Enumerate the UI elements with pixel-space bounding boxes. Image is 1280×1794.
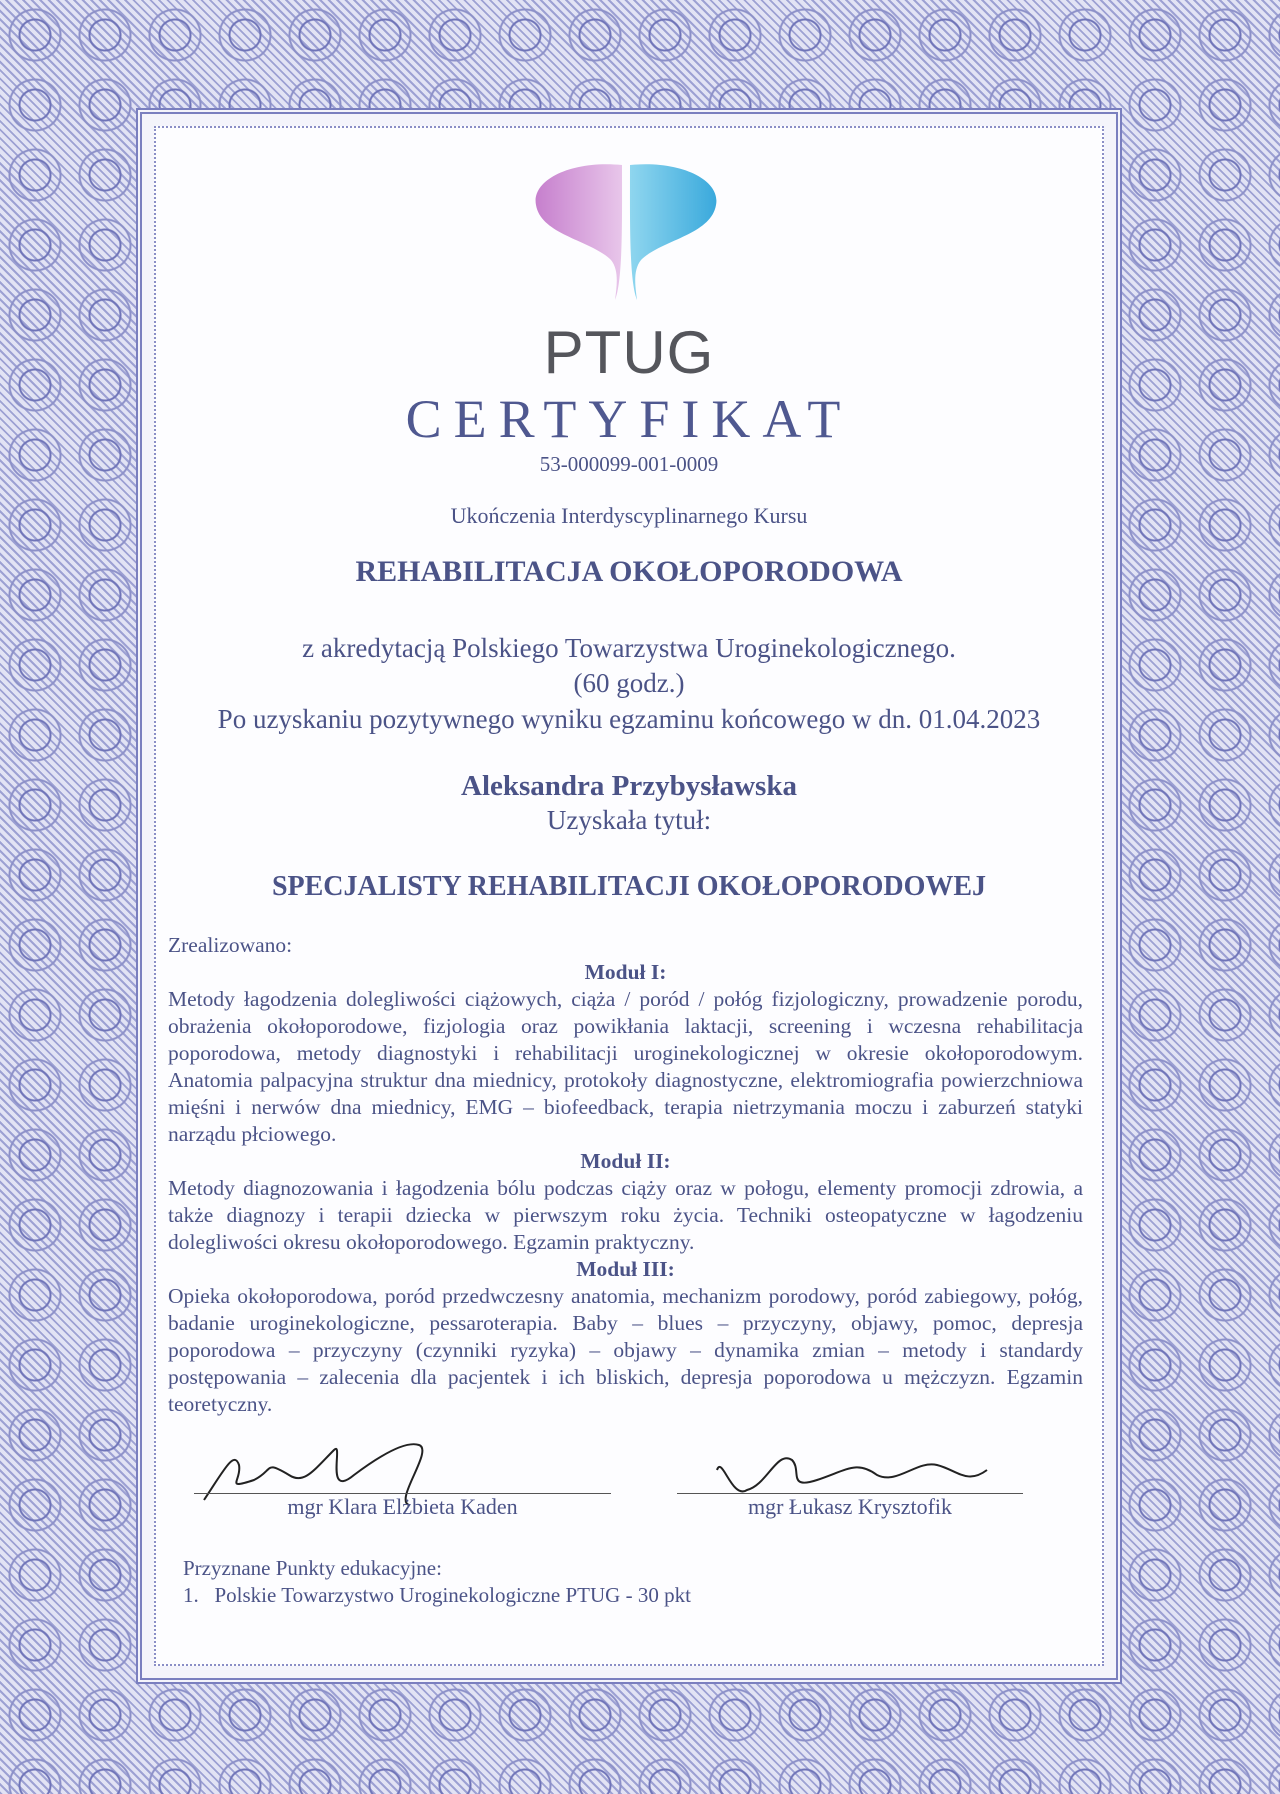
module-title: Moduł III: xyxy=(576,1257,675,1281)
ptug-logo-icon xyxy=(531,160,721,305)
realized-label: Zrealizowano: xyxy=(168,933,293,957)
module-text: Metody diagnozowania i łagodzenia bólu podczas ciąży oraz w połogu, elementy promocji zdrowia, a także diagnozy i terapii dziecka w pierwszym roku życia. Techniki osteopatyczne w łagodzeniu dolegliwości okresu okołoporodowego. Egzamin praktyczny. xyxy=(168,1176,1083,1254)
certificate-title: CERTYFIKAT xyxy=(405,389,853,449)
module-title: Moduł I: xyxy=(584,960,667,984)
obtained-label: Uzyskała tytuł: xyxy=(546,805,712,835)
education-points xyxy=(183,1555,691,1609)
module-text: Metody łagodzenia dolegliwości ciążowych, ciąża / poród / połóg fizjologiczny, prowadzenie porodu, obrażenia okołoporodowe, fizjologia oraz powikłania laktacji, screening i wczesna rehabilitacja poporodowa, metody diagnostyki i rehabilitacji uroginekologicznej w okresie okołoporodowym. Anatomia palpacyjna struktur dna miednicy, protokoły diagnostyczne, elektromiografia powierzchniowa mięśni i nerwów dna miednicy, EMG – biofeedback, terapia nietrzymania moczu i zaburzeń statyki narządu płciowego. xyxy=(168,987,1083,1146)
module-text: Opieka okołoporodowa, poród przedwczesny anatomia, mechanizm porodowy, poród zabiegowy, połóg, badanie uroginekologiczne, pessaroterapia. Baby – blues – przyczyny, objawy, pomoc, depresja poporodowa – przyczyny (czynniki ryzyka) – objawy – dynamika zmian – metody i standardy postępowania – zalecenia dla pacjentek i ich bliskich, depresja poporodowa u mężczyzn. Egzamin teoretyczny. xyxy=(168,1284,1083,1416)
recipient-name: Aleksandra Przybysławska xyxy=(461,770,797,802)
course-name: REHABILITACJA OKOŁOPORODOWA xyxy=(355,555,903,588)
signatory-name: mgr Łukasz Krysztofik xyxy=(747,1494,953,1519)
points-heading: Przyznane Punkty edukacyjne: xyxy=(183,1556,442,1580)
course-subtitle: Ukończenia Interdyscyplinarnego Kursu xyxy=(450,503,808,528)
course-hours: (60 godz.) xyxy=(573,668,685,698)
points-item-number: 1. xyxy=(183,1583,199,1607)
points-item-text: Polskie Towarzystwo Uroginekologiczne PTUG - 30 pkt xyxy=(214,1583,691,1607)
degree-title: SPECJALISTY REHABILITACJI OKOŁOPORODOWEJ xyxy=(271,871,987,902)
points-item xyxy=(183,1582,691,1609)
modules-section xyxy=(168,932,1083,1418)
signature-block-left xyxy=(194,1440,611,1520)
exam-date-text: Po uzyskaniu pozytywnego wyniku egzaminu końcowego w dn. 01.04.2023 xyxy=(217,704,1041,734)
signature-block-right xyxy=(677,1440,1023,1520)
module-title: Moduł II: xyxy=(580,1149,671,1173)
signatory-name: mgr Klara Elżbieta Kaden xyxy=(287,1494,518,1519)
accreditation-text: z akredytacją Polskiego Towarzystwa Uroginekologicznego. xyxy=(302,633,956,663)
logo-text: PTUG xyxy=(543,319,715,386)
certificate-number: 53-000099-001-0009 xyxy=(539,452,719,476)
